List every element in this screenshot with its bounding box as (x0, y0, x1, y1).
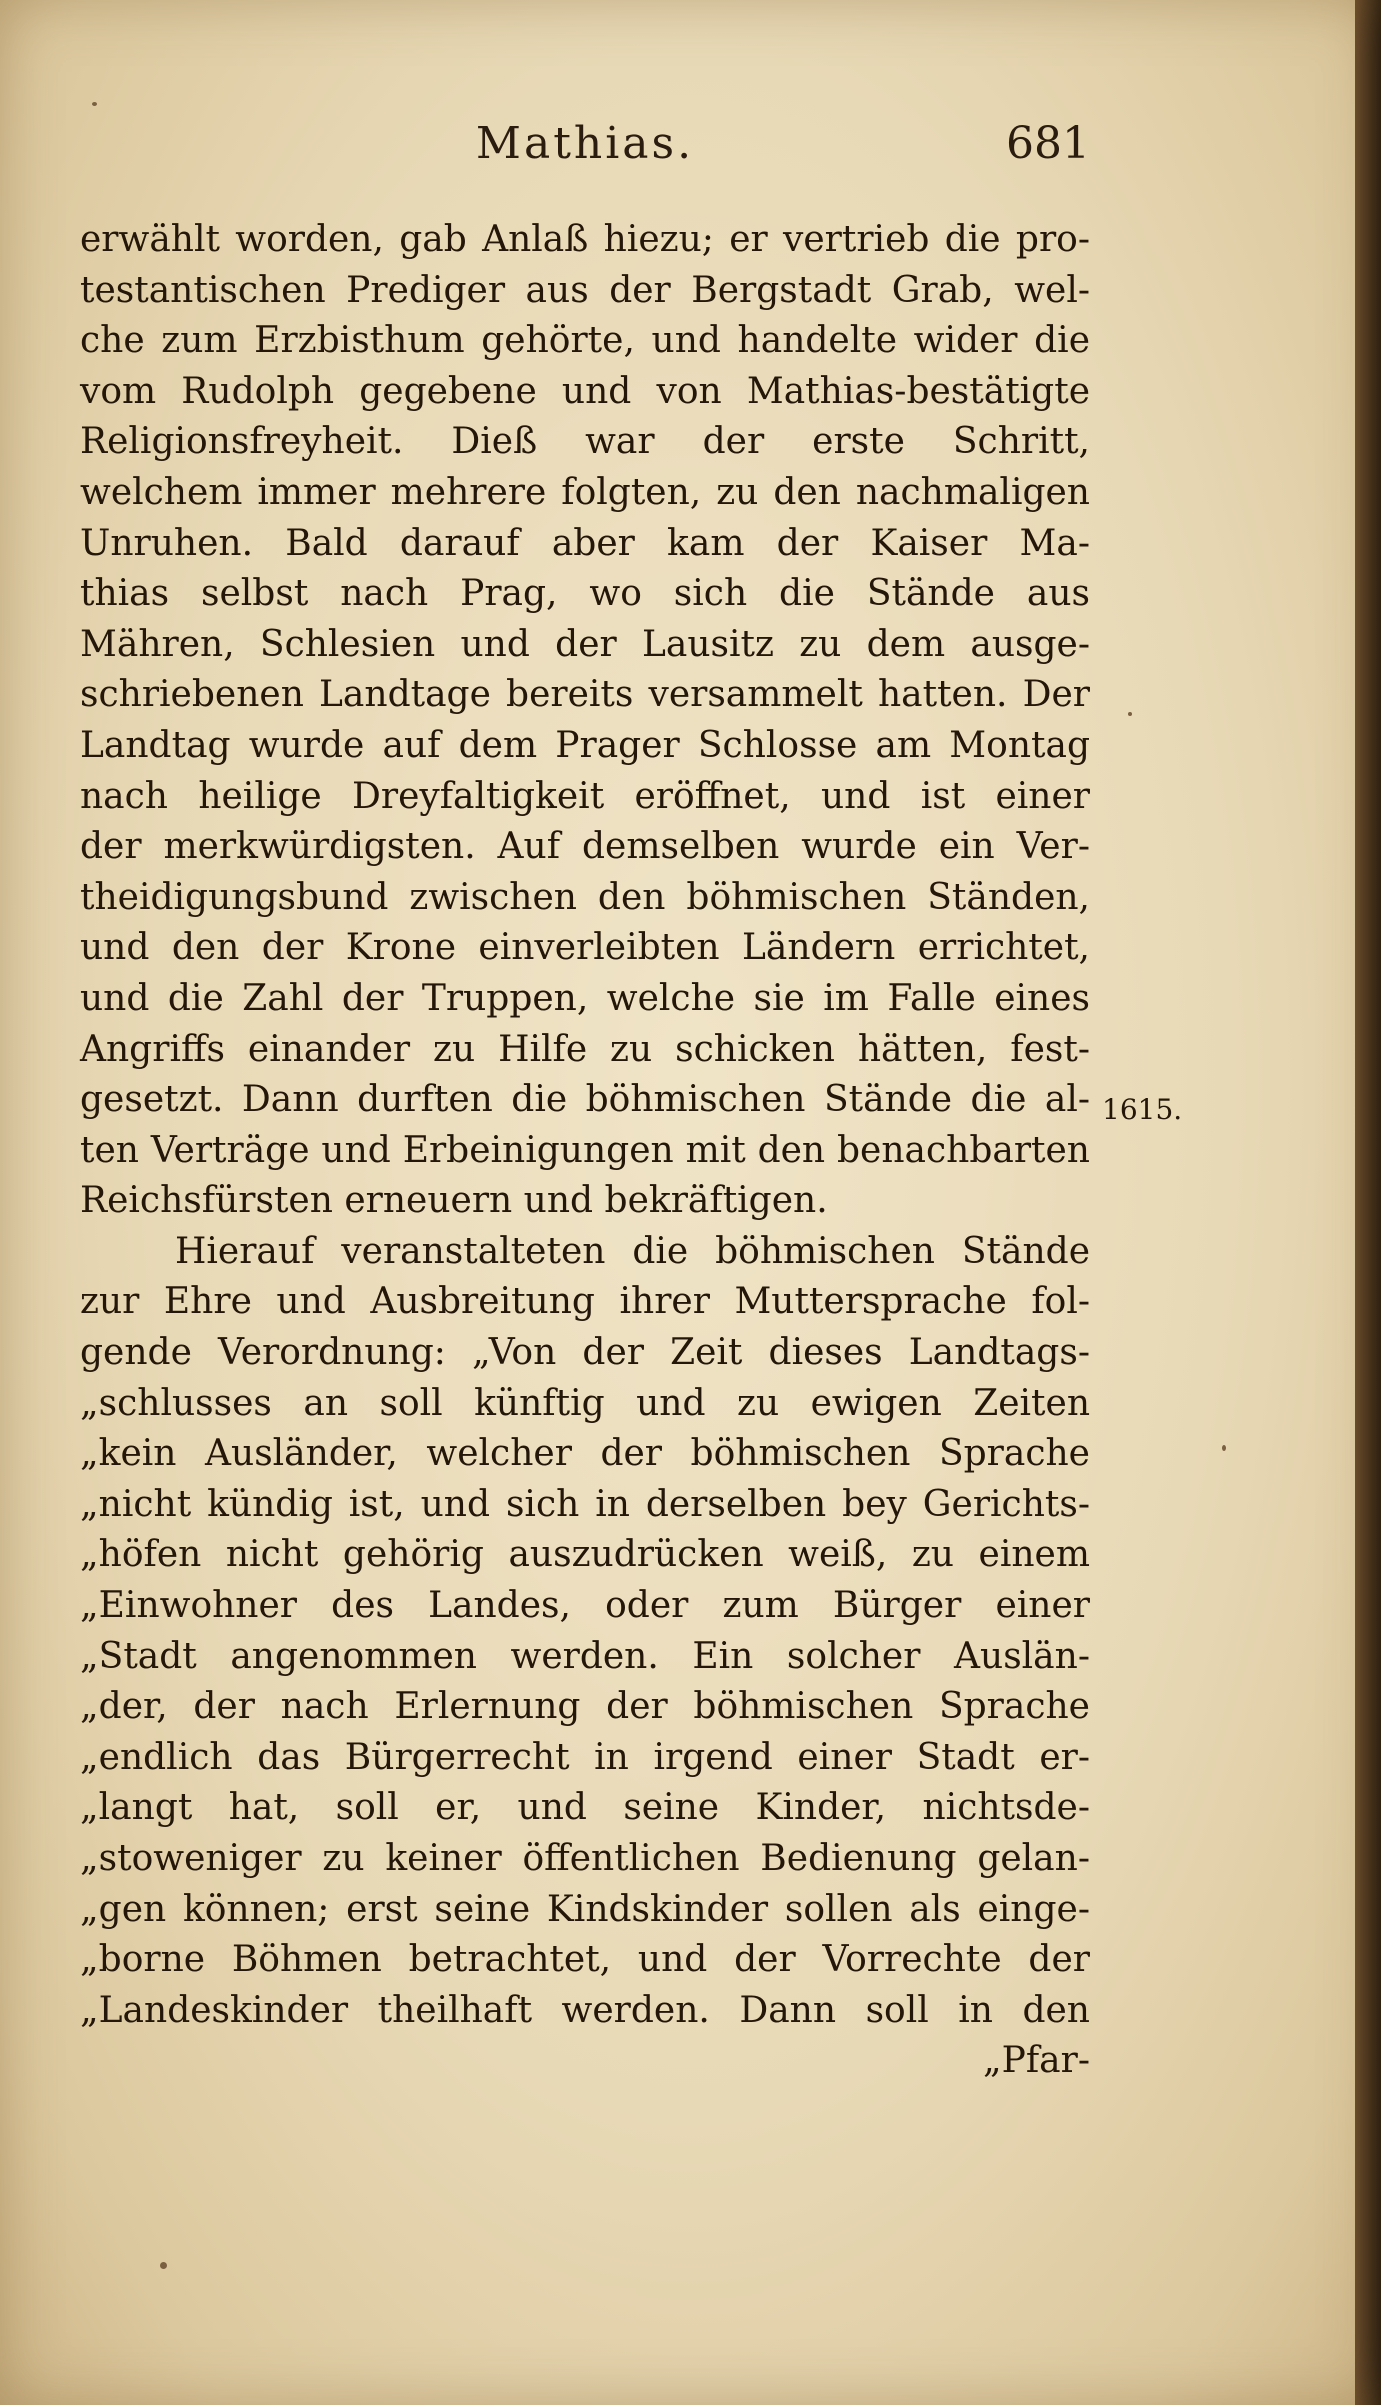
text-line: vom Rudolph gegebene und von Mathias-bestätigte (80, 370, 1090, 412)
text-line: „höfen nicht gehörig auszudrücken weiß, zu einem (80, 1534, 1090, 1576)
text-line: „endlich das Bürgerrecht in irgend einer Stadt er- (80, 1736, 1090, 1778)
text-line: ten Verträge und Erbeinigungen mit den benachbarten (80, 1129, 1090, 1171)
text-line: Religionsfreyheit. Dieß war der erste Schritt, (80, 421, 1090, 463)
text-line: der merkwürdigsten. Auf demselben wurde ein Ver- (80, 826, 1090, 868)
text-line: „schlusses an soll künftig und zu ewigen Zeiten (80, 1382, 1090, 1424)
text-line: „borne Böhmen betrachtet, und der Vorrechte der (80, 1939, 1090, 1981)
text-line: Angriffs einander zu Hilfe zu schicken hätten, fest- (80, 1028, 1090, 1070)
text-line: nach heilige Dreyfaltigkeit eröffnet, und ist einer (80, 775, 1090, 817)
text-line: Landtag wurde auf dem Prager Schlosse am Montag (80, 724, 1090, 766)
text-line: gesetzt. Dann durften die böhmischen Stände die al- (80, 1079, 1090, 1121)
page-number: 681 (1006, 118, 1090, 169)
page-header (80, 118, 1090, 178)
text-line: „langt hat, soll er, und seine Kinder, nichtsde- (80, 1787, 1090, 1829)
paper-speck (92, 102, 97, 106)
text-line: „kein Ausländer, welcher der böhmischen Sprache (80, 1433, 1090, 1475)
text-line: gende Verordnung: „Von der Zeit dieses Landtags- (80, 1332, 1090, 1374)
text-line: schriebenen Landtage bereits versammelt hatten. Der (80, 674, 1090, 716)
paper-speck (1222, 1445, 1226, 1451)
margin-year-note: 1615. (1102, 1093, 1183, 1126)
text-line: „stoweniger zu keiner öffentlichen Bedienung gelan- (80, 1838, 1090, 1879)
text-line: „der, der nach Erlernung der böhmischen Sprache (80, 1686, 1090, 1728)
text-line: Reichsfürsten erneuern und bekräftigen. (80, 1180, 828, 1222)
paper-speck (1128, 712, 1132, 716)
page-edge-shadow (1355, 0, 1381, 2405)
text-line: „gen können; erst seine Kindskinder sollen als einge- (80, 1888, 1090, 1930)
text-line: und den der Krone einverleibten Ländern errichtet, (80, 927, 1090, 969)
text-line: thias selbst nach Prag, wo sich die Stände aus (80, 573, 1090, 615)
text-line: „Landeskinder theilhaft werden. Dann soll in den (80, 1989, 1090, 2031)
text-line: Hierauf veranstalteten die böhmischen Stände (175, 1230, 1090, 1272)
catchword: „Pfar- (982, 2040, 1090, 2082)
text-line: zur Ehre und Ausbreitung ihrer Muttersprache fol- (80, 1281, 1090, 1323)
text-line: welchem immer mehrere folgten, zu den nachmaligen (80, 471, 1090, 513)
body-text (80, 215, 1090, 2087)
running-title: Mathias. (475, 118, 695, 169)
text-line: erwählt worden, gab Anlaß hiezu; er vertrieb die pro- (80, 219, 1090, 260)
text-line: che zum Erzbisthum gehörte, und handelte wider die (80, 320, 1090, 362)
paper-speck (160, 2262, 167, 2269)
text-line: und die Zahl der Truppen, welche sie im Falle eines (80, 977, 1090, 1019)
text-line: testantischen Prediger aus der Bergstadt Grab, wel- (80, 269, 1090, 311)
text-line: Mähren, Schlesien und der Lausitz zu dem ausge- (80, 623, 1090, 665)
text-line: Unruhen. Bald darauf aber kam der Kaiser Ma- (80, 522, 1090, 564)
text-line: theidigungsbund zwischen den böhmischen Ständen, (80, 876, 1090, 918)
text-line: „Einwohner des Landes, oder zum Bürger einer (80, 1585, 1090, 1627)
text-line: „nicht kündig ist, und sich in derselben bey Gerichts- (80, 1483, 1090, 1525)
text-line: „Stadt angenommen werden. Ein solcher Auslän- (80, 1635, 1090, 1677)
